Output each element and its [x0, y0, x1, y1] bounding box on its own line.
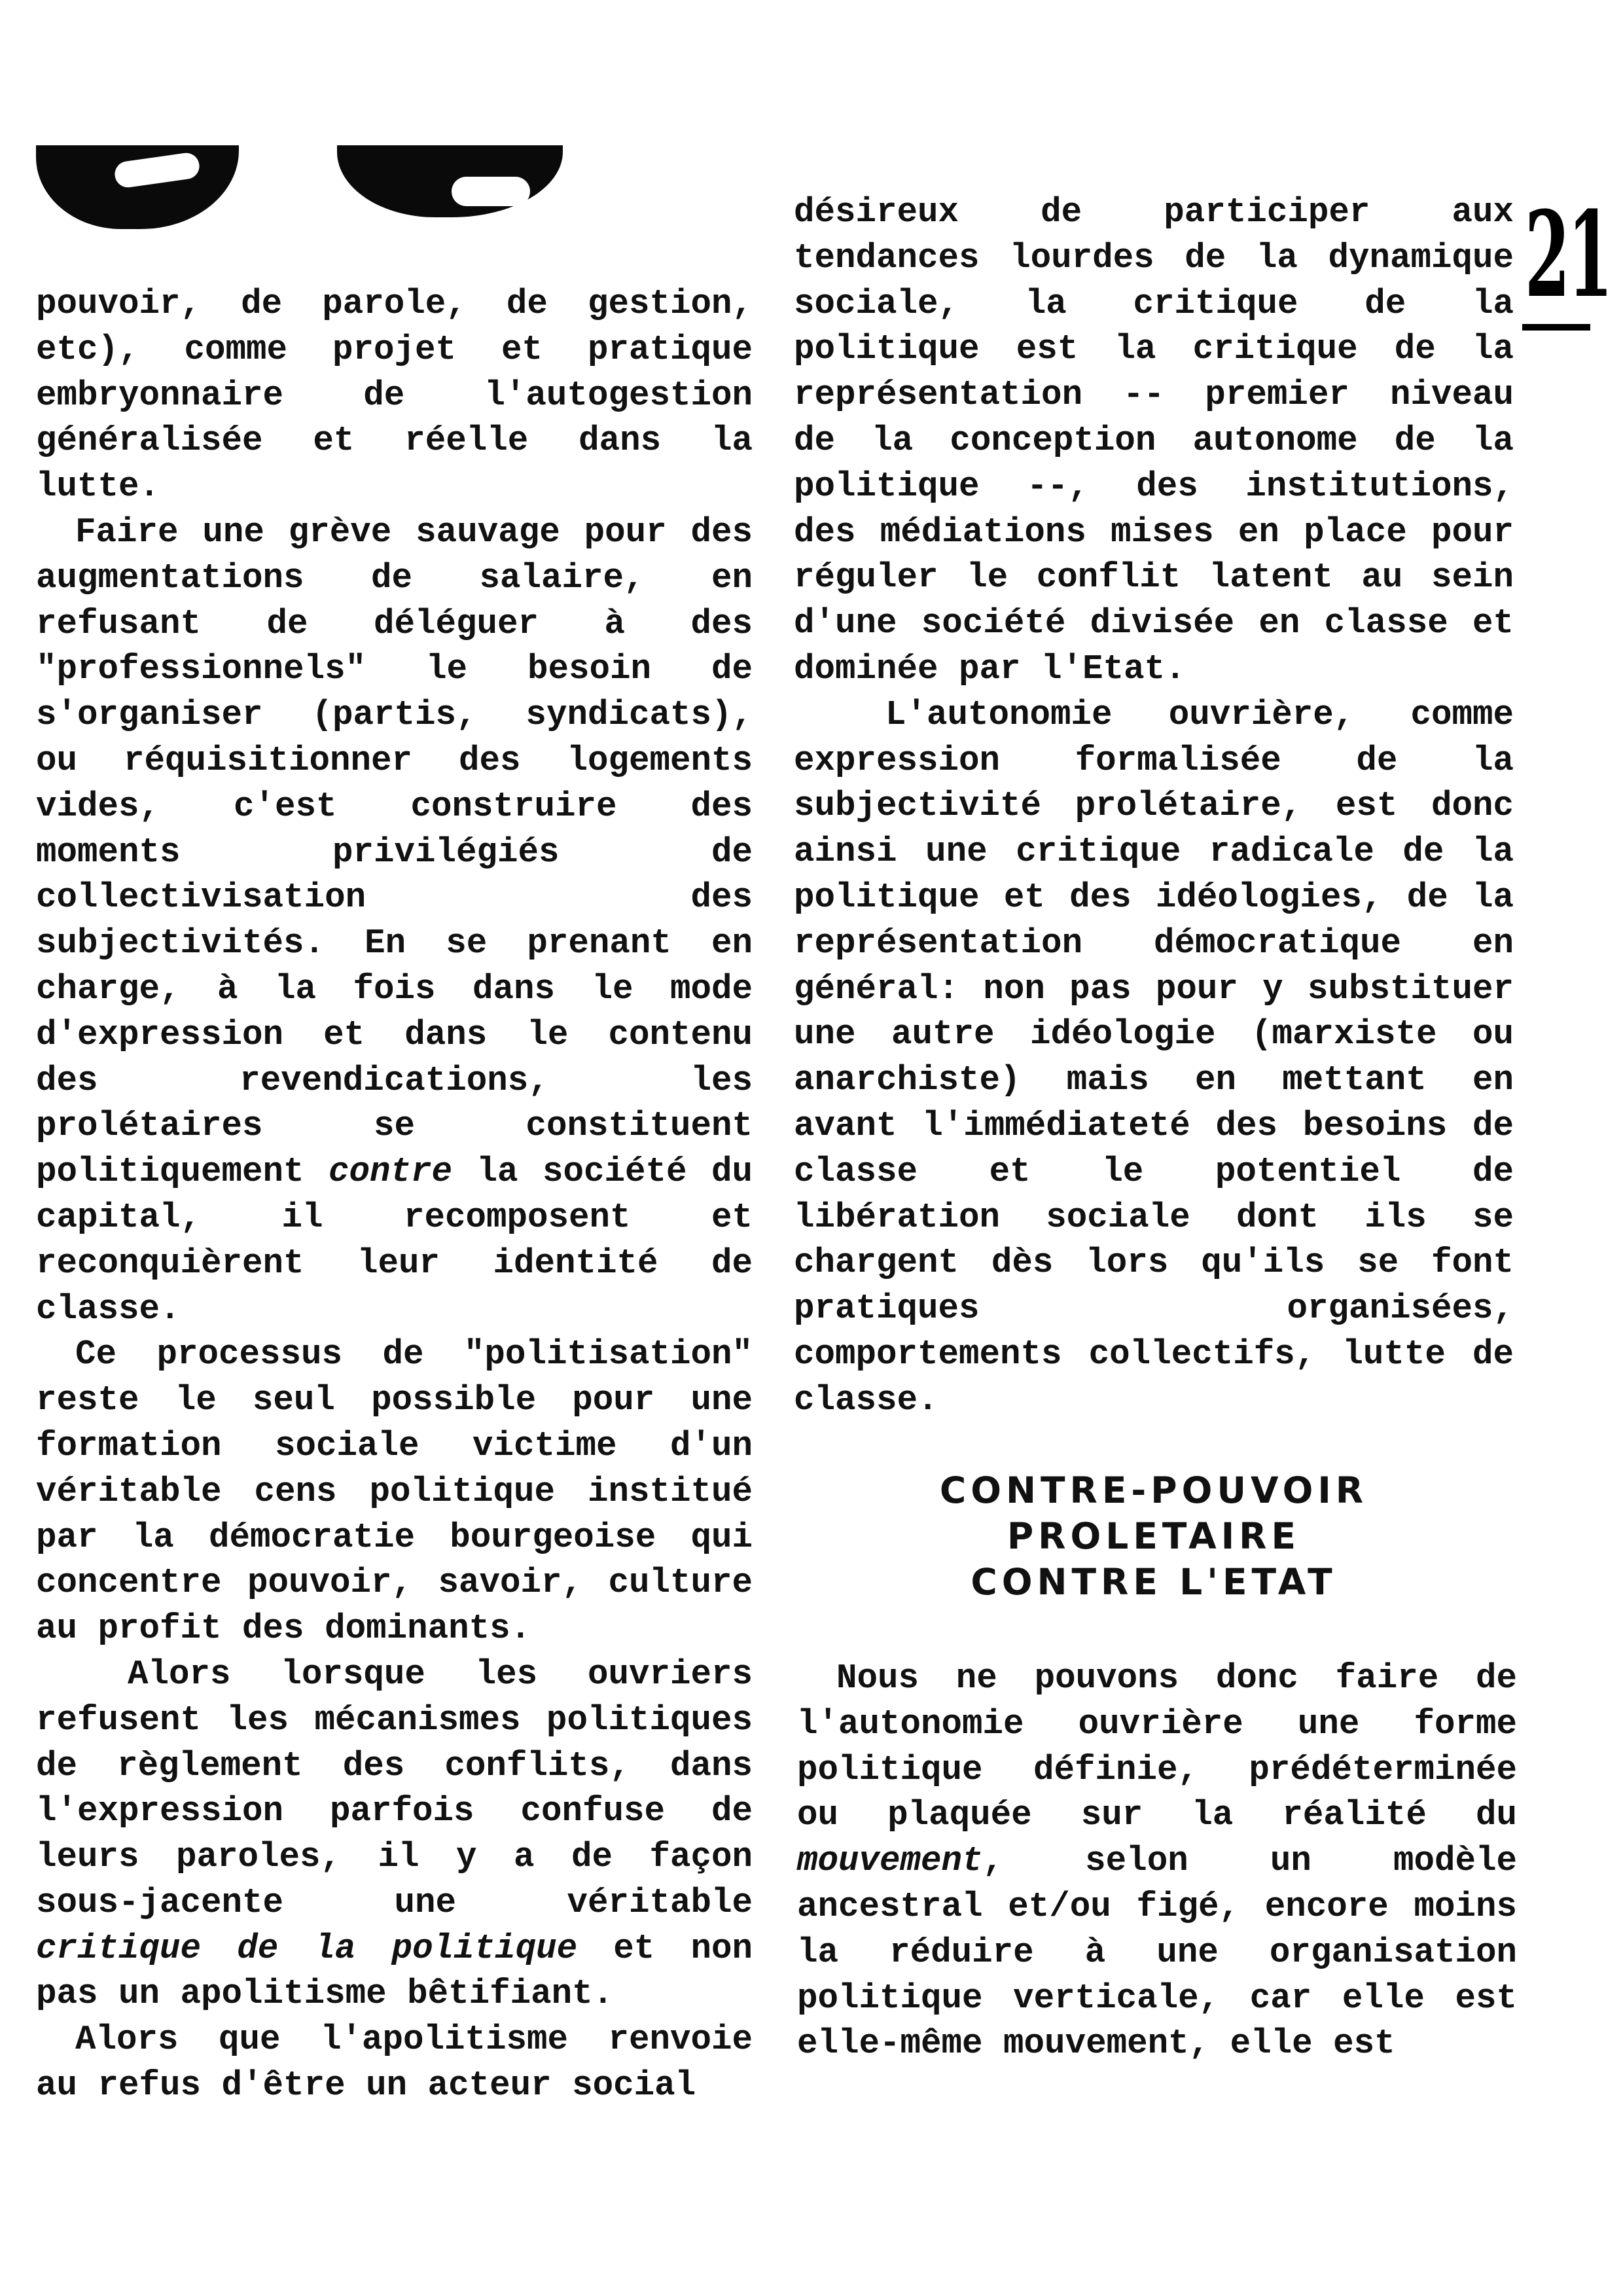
left-paragraph-4: Alors lorsque les ouvriers refusent les mécanismes politiques de règlement des conflits, dans l'expression parfois confuse de leurs paroles, il y a de façon sous-jacente une véritable critique de la politique et non pas un apolitisme bêtifiant.	[36, 1654, 753, 2014]
right-paragraph-3: Nous ne pouvons donc faire de l'autonomie ouvrière une forme politique définie, prédéterminée ou plaquée sur la réalité du mouvement, selon un modèle ancestral et/ou figé, encore moins la réduire à une organisation politique verticale, car elle est elle-même mouvement, elle est	[797, 1659, 1517, 2064]
photo-fragment-right-highlight	[452, 177, 530, 206]
right-paragraph-2: L'autonomie ouvrière, comme expression formalisée de la subjectivité prolétaire, est donc ainsi une critique radicale de la politique et des idéologies, de la représentation démocratique en général: non pas pour y substituer une autre idéologie (marxiste ou anarchiste) mais en mettant en avant l'immédiateté des besoins de classe et le potentiel de libération sociale dont ils se chargent dès lors qu'ils se font pratiques organisées, comportements collectifs, lutte de classe.	[794, 694, 1514, 1420]
left-paragraph-3: Ce processus de "politisation" reste le seul possible pour une formation sociale victime d'un véritable cens politique institué par la démocratie bourgeoise qui concentre pouvoir, savoir, culture au profit des dominants.	[36, 1335, 753, 1649]
right-paragraph-1: désireux de participer aux tendances lourdes de la dynamique sociale, la critique de la politique est la critique de la représentation -- premier niveau de la conception autonome de la politique --, des institutions, des médiations mises en place pour réguler le conflit latent au sein d'une société divisée en classe et dominée par l'Etat.	[794, 192, 1514, 689]
left-column	[36, 281, 753, 2109]
left-paragraph-1: pouvoir, de parole, de gestion, etc), comme projet et pratique embryonnaire de l'autogestion généralisée et réelle dans la lutte.	[36, 284, 753, 507]
photo-fragment-left	[36, 145, 239, 229]
right-column-section-body	[797, 1656, 1517, 2067]
photo-fragment-right	[337, 145, 563, 217]
mouvement-italic: mouvement	[797, 1841, 983, 1881]
page-number: 21	[1525, 186, 1611, 324]
heading-line-2: PROLETAIRE	[1007, 1515, 1301, 1557]
left-paragraph-5: Alors que l'apolitisme renvoie au refus d'être un acteur social	[36, 2020, 753, 2106]
autogestion-emphasis: l'autogestion généralisée	[36, 375, 753, 461]
section-heading	[794, 1467, 1514, 1605]
critique-radicale-emphasis: une critique radicale de la politique et des idéologies	[794, 832, 1514, 917]
critique-politique-italic: critique de la politique	[36, 1928, 578, 1968]
left-paragraph-2: Faire une grève sauvage pour des augmentations de salaire, en refusant de déléguer à des "professionnels" le besoin de s'organiser (partis, syndicats), ou réquisitionner des logements vides, c'est construire des moments privilégiés de collectivisation des subjectivités. En se prenant en charge, à la fois dans le mode d'expression et dans le contenu des revendications, les prolétaires se constituent politiquement contre la société du capital, il recomposent et reconquièrent leur identité de classe.	[36, 512, 753, 1329]
heading-line-1: CONTRE-POUVOIR	[939, 1469, 1368, 1511]
right-column	[794, 190, 1514, 1424]
heading-line-3: CONTRE L'ETAT	[971, 1561, 1337, 1603]
contre-italic: contre	[329, 1152, 453, 1192]
page-number-rule	[1522, 324, 1590, 331]
